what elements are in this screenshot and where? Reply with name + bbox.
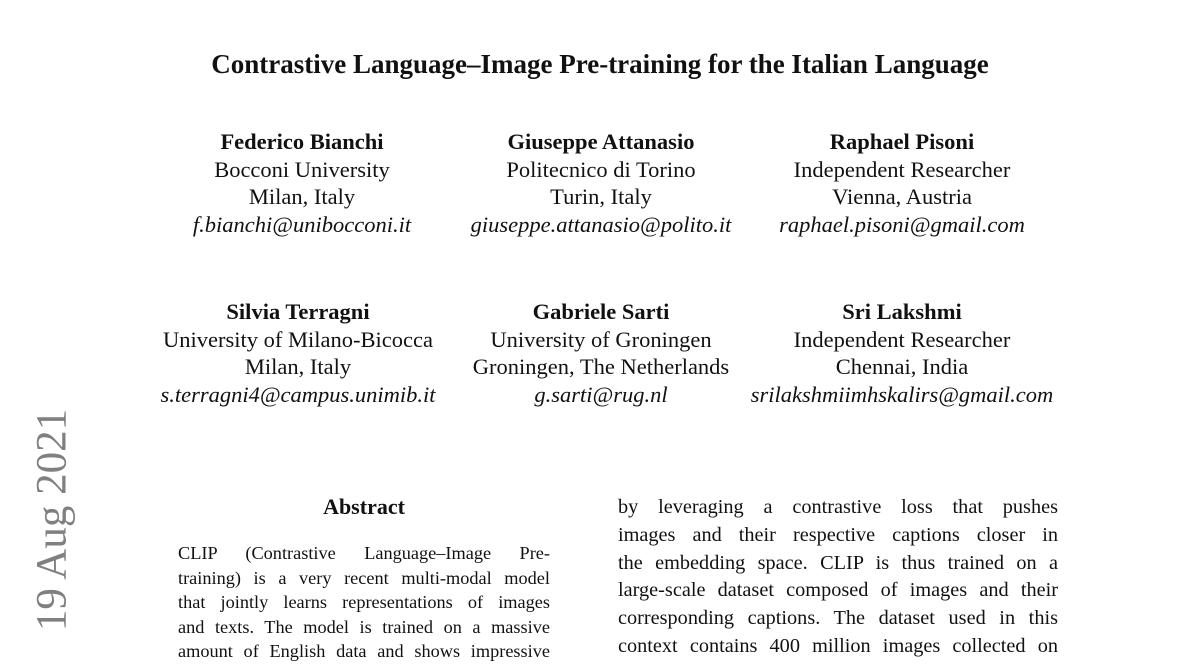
abstract-line: training) is a very recent multi-modal model <box>178 567 550 588</box>
author-location: Groningen, The Netherlands <box>472 354 730 379</box>
author-block <box>456 128 746 238</box>
author-block <box>148 298 448 408</box>
abstract-line: amount of English data and shows impressive <box>178 641 550 661</box>
author-location: Chennai, India <box>835 354 969 379</box>
author-email[interactable]: srilakshmiimhskalirs@gmail.com <box>750 381 1054 407</box>
author-email[interactable]: g.sarti@rug.nl <box>534 381 668 407</box>
body-line: context contains 400 million images collected on <box>618 634 1058 657</box>
body-line: the embedding space. CLIP is thus trained on a <box>618 551 1058 574</box>
author-block <box>456 298 746 408</box>
author-name: Gabriele Sarti <box>532 299 670 324</box>
author-location: Turin, Italy <box>550 184 652 209</box>
author-name: Federico Bianchi <box>220 129 384 154</box>
body-line: images and their respective captions closer in <box>618 523 1058 546</box>
abstract-body <box>178 541 550 664</box>
author-name: Sri Lakshmi <box>842 299 962 324</box>
author-block <box>737 298 1067 408</box>
author-affiliation: University of Milano-Bicocca <box>163 326 433 352</box>
author-location: Milan, Italy <box>248 184 356 209</box>
abstract-line: CLIP (Contrastive Language–Image Pre- <box>178 543 550 563</box>
author-affiliation: University of Groningen <box>490 326 712 352</box>
author-affiliation: Independent Researcher <box>793 326 1011 352</box>
author-affiliation: Independent Researcher <box>793 156 1011 182</box>
body-text-right-column <box>618 494 1058 661</box>
author-name: Silvia Terragni <box>226 299 370 324</box>
abstract-line: that jointly learns representations of images <box>178 592 550 612</box>
body-line: corresponding captions. The dataset used in this <box>618 607 1058 630</box>
arxiv-date-stamp: 19 Aug 2021 <box>28 408 76 632</box>
abstract-line: and texts. The model is trained on a massive <box>178 616 550 637</box>
author-location: Milan, Italy <box>244 354 352 379</box>
author-email[interactable]: s.terragni4@campus.unimib.it <box>160 381 436 407</box>
body-line: by leveraging a contrastive loss that pushes <box>618 496 1058 518</box>
author-affiliation: Bocconi University <box>214 156 390 182</box>
body-line: large-scale dataset composed of images and their <box>618 579 1058 602</box>
author-email[interactable]: f.bianchi@unibocconi.it <box>192 211 412 237</box>
author-affiliation: Politecnico di Torino <box>506 156 696 182</box>
author-name: Raphael Pisoni <box>829 129 975 154</box>
author-email[interactable]: giuseppe.attanasio@polito.it <box>470 211 732 237</box>
author-location: Vienna, Austria <box>832 184 972 209</box>
paper-title: Contrastive Language–Image Pre-training for the Italian Language <box>211 49 989 79</box>
author-email[interactable]: raphael.pisoni@gmail.com <box>779 211 1025 237</box>
author-block <box>180 128 424 238</box>
abstract-heading: Abstract <box>323 494 405 519</box>
author-name: Giuseppe Attanasio <box>507 129 695 154</box>
author-block <box>767 128 1037 238</box>
